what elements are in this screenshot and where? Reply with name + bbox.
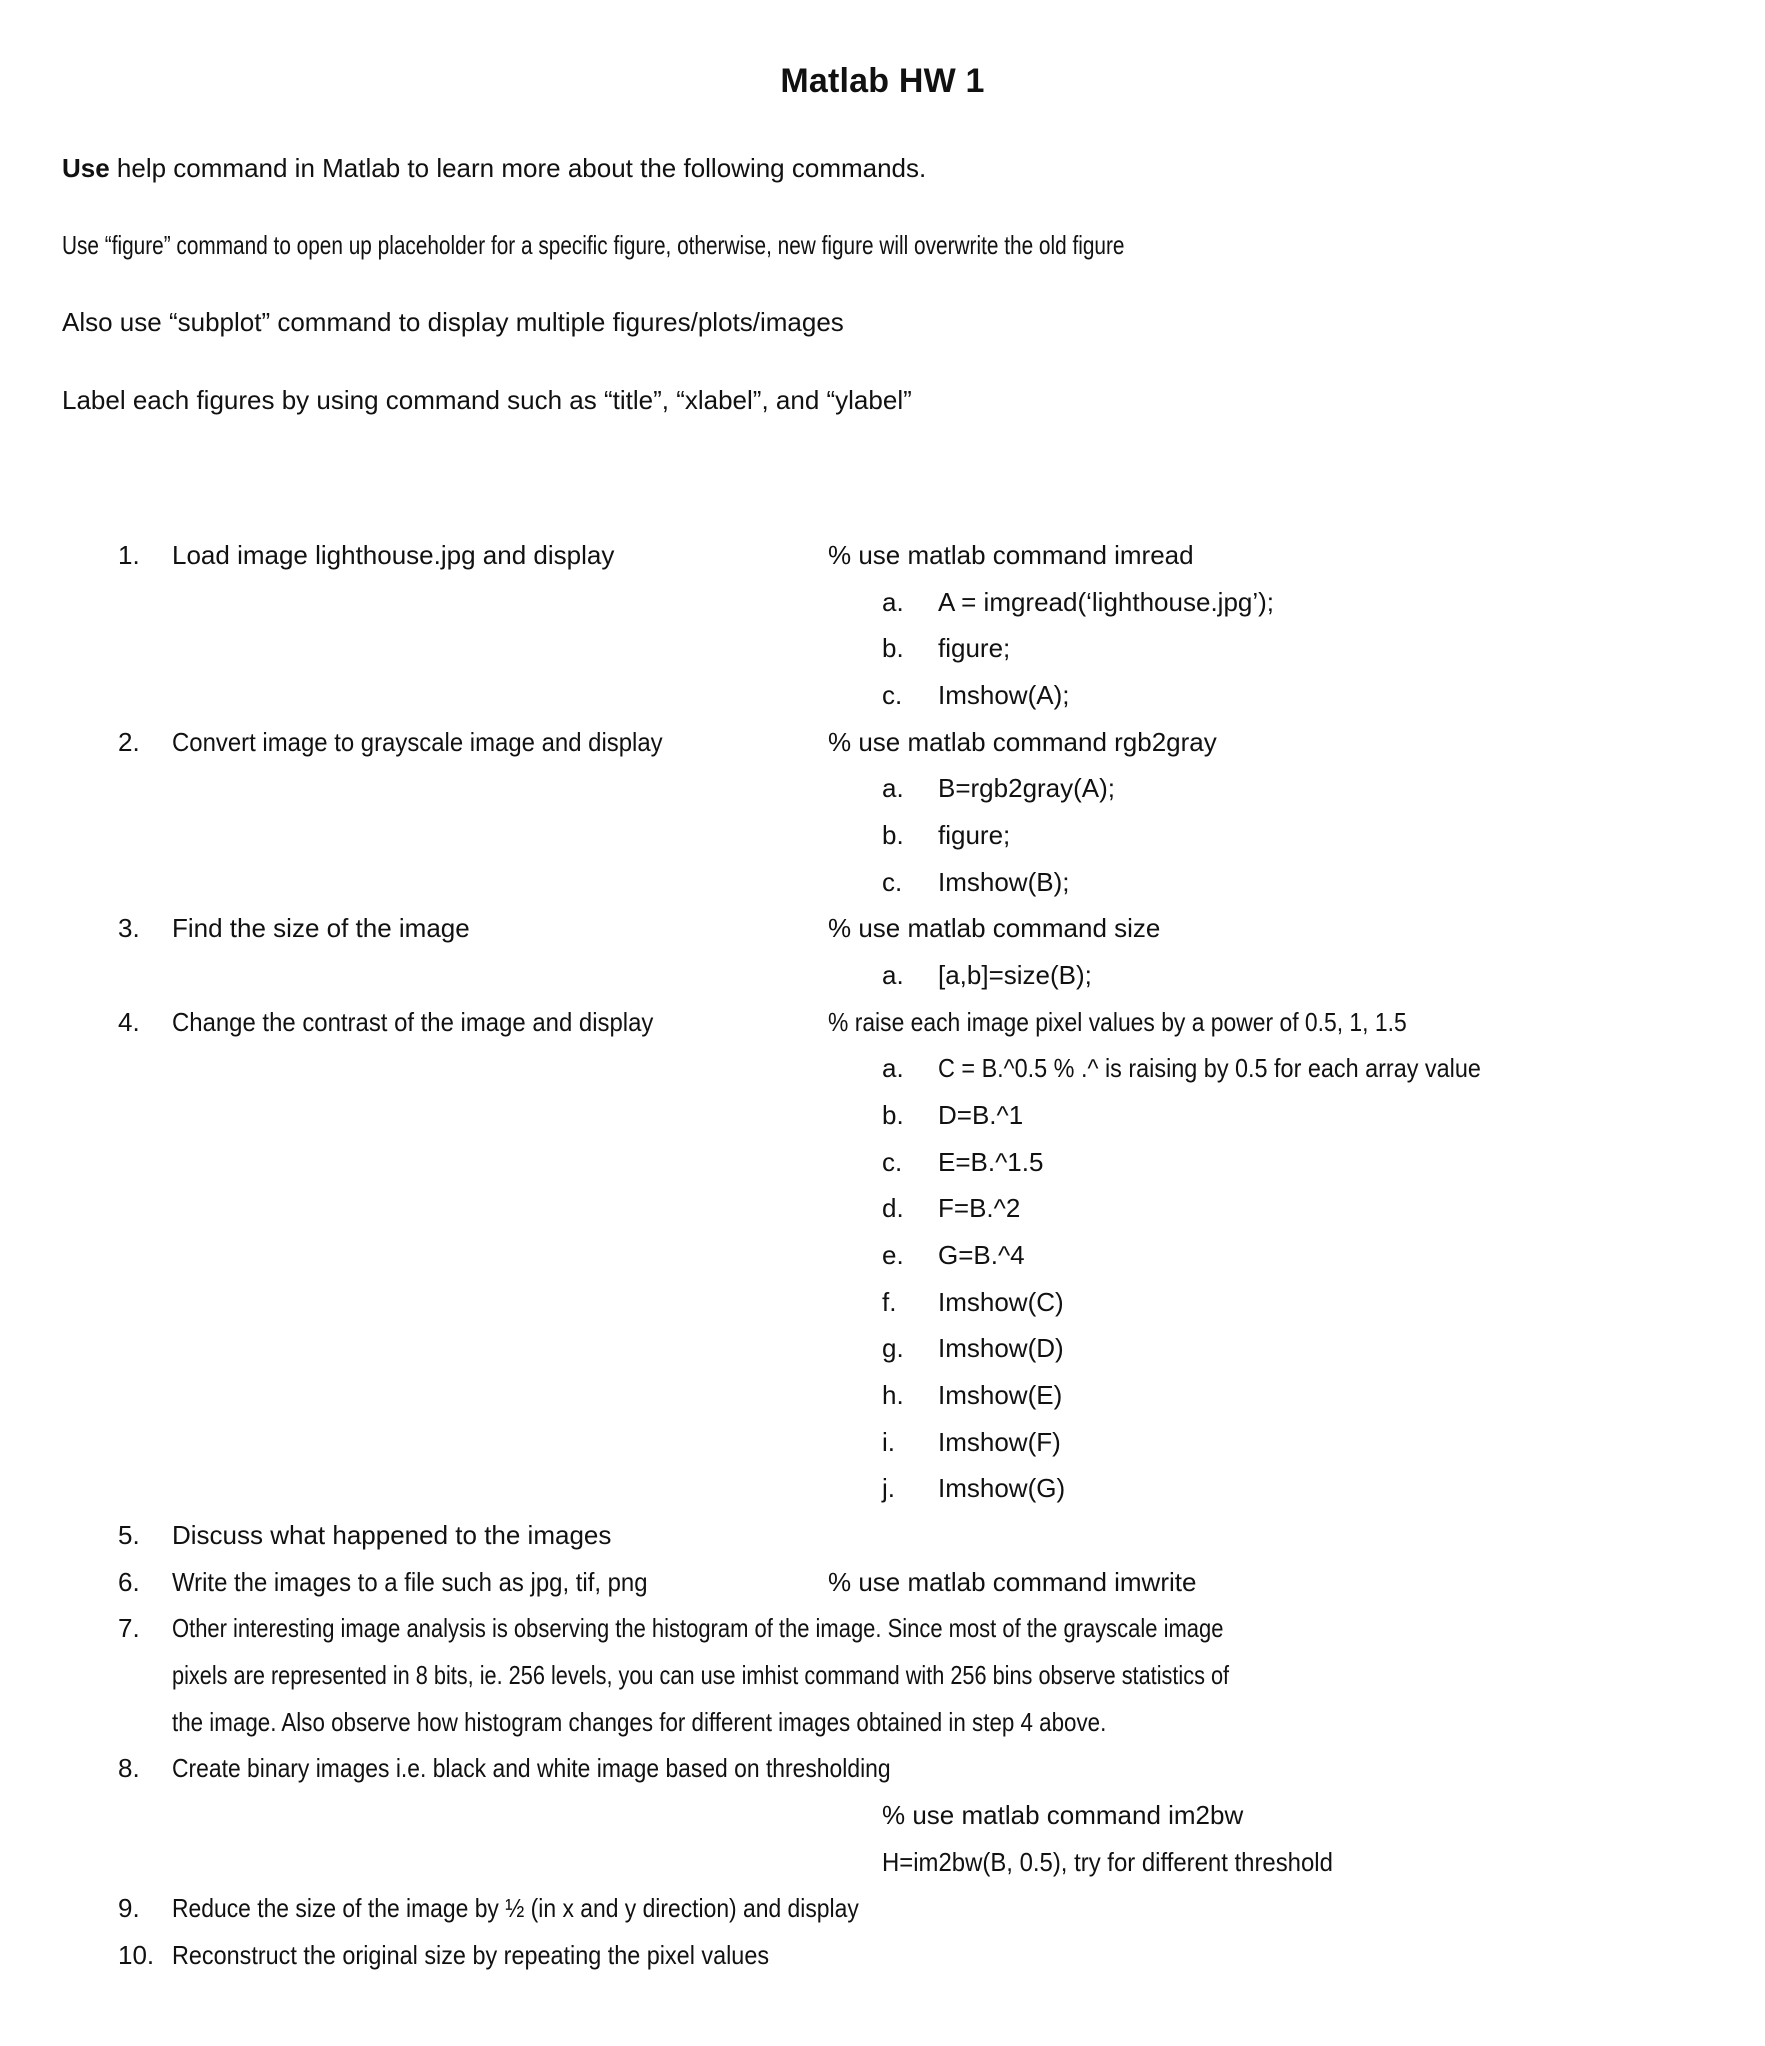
item-comment: % use matlab command imwrite — [828, 1567, 1197, 1597]
intro-text: Label each figures by using command such as “title”, “xlabel”, and “ylabel” — [62, 385, 912, 415]
sub-item-text: Imshow(F) — [938, 1427, 1061, 1457]
intro-paragraph-3 — [62, 304, 844, 340]
sub-item-text: E=B.^1.5 — [938, 1147, 1044, 1177]
item-number: 6. — [118, 1567, 140, 1597]
intro-text: Also use “subplot” command to display multiple figures/plots/images — [62, 307, 844, 337]
sub-item-text: A = imgread(‘lighthouse.jpg’); — [938, 587, 1275, 617]
sub-item-text: C = B.^0.5 % .^ is raising by 0.5 for each array value — [938, 1053, 1481, 1083]
item-number: 3. — [118, 913, 140, 943]
item-comment: % use matlab command rgb2gray — [828, 727, 1217, 757]
intro-paragraph-4 — [62, 382, 912, 418]
sub-item-text: G=B.^4 — [938, 1240, 1025, 1270]
sub-item-text: Imshow(G) — [938, 1473, 1066, 1503]
item-text-line-2: pixels are represented in 8 bits, ie. 256 levels, you can use imhist command with 256 bins observe statistics of — [172, 1660, 1230, 1690]
sub-item-letter: a. — [882, 960, 904, 990]
item-number: 7. — [118, 1613, 140, 1643]
sub-item-letter: a. — [882, 587, 904, 617]
item-text: Load image lighthouse.jpg and display — [172, 540, 615, 570]
intro-paragraph-2 — [62, 227, 1390, 263]
item-number: 9. — [118, 1893, 140, 1923]
sub-item-text: Imshow(D) — [938, 1333, 1064, 1363]
sub-item-letter: d. — [882, 1193, 904, 1223]
item-text: Write the images to a file such as jpg, tif, png — [172, 1567, 648, 1597]
sub-item-text: F=B.^2 — [938, 1193, 1021, 1223]
sub-item-text: figure; — [938, 820, 1011, 850]
sub-item-letter: a. — [882, 773, 904, 803]
item-text: Find the size of the image — [172, 913, 470, 943]
intro-text: help command in Matlab to learn more about the following commands. — [109, 153, 927, 183]
sub-item-letter: b. — [882, 633, 904, 663]
item-number: 2. — [118, 727, 140, 757]
sub-item-text: Imshow(C) — [938, 1287, 1064, 1317]
sub-item-text: figure; — [938, 633, 1011, 663]
item-text-line-1: Other interesting image analysis is observing the histogram of the image. Since most of the grayscale image — [172, 1613, 1224, 1643]
item-text: Create binary images i.e. black and white image based on thresholding — [172, 1753, 891, 1783]
sub-item-letter: c. — [882, 680, 903, 710]
item-text: Change the contrast of the image and display — [172, 1007, 654, 1037]
sub-item-letter: j. — [882, 1473, 895, 1503]
item-comment: % use matlab command im2bw — [882, 1800, 1244, 1830]
item-text: Reduce the size of the image by ½ (in x and y direction) and display — [172, 1893, 859, 1923]
sub-item-letter: i. — [882, 1427, 895, 1457]
item-text-line-3: the image. Also observe how histogram changes for different images obtained in step 4 above. — [172, 1707, 1107, 1737]
item-text: Discuss what happened to the images — [172, 1520, 612, 1550]
intro-paragraph-1 — [62, 150, 926, 186]
item-number: 1. — [118, 540, 140, 570]
sub-item-letter: c. — [882, 1147, 903, 1177]
page-title: Matlab HW 1 — [780, 62, 985, 100]
item-text: Reconstruct the original size by repeating the pixel values — [172, 1940, 770, 1970]
item-comment: % raise each image pixel values by a power of 0.5, 1, 1.5 — [828, 1007, 1407, 1037]
sub-item-letter: f. — [882, 1287, 897, 1317]
sub-item-letter: h. — [882, 1380, 904, 1410]
item-code: H=im2bw(B, 0.5), try for different threshold — [882, 1847, 1333, 1877]
sub-item-letter: g. — [882, 1333, 904, 1363]
item-number: 10. — [118, 1940, 155, 1970]
sub-item-text: B=rgb2gray(A); — [938, 773, 1116, 803]
item-comment: % use matlab command size — [828, 913, 1161, 943]
intro-bold-word: Use — [62, 153, 110, 183]
sub-item-letter: b. — [882, 1100, 904, 1130]
intro-text: Use “figure” command to open up placeholder for a specific figure, otherwise, new figure will overwrite the old figure — [62, 230, 1125, 260]
sub-item-text: Imshow(A); — [938, 680, 1070, 710]
sub-item-letter: a. — [882, 1053, 904, 1083]
item-number: 5. — [118, 1520, 140, 1550]
sub-item-text: Imshow(E) — [938, 1380, 1063, 1410]
item-comment: % use matlab command imread — [828, 540, 1194, 570]
item-text: Convert image to grayscale image and display — [172, 727, 663, 757]
item-number: 8. — [118, 1753, 140, 1783]
sub-item-text: [a,b]=size(B); — [938, 960, 1092, 990]
item-number: 4. — [118, 1007, 140, 1037]
sub-item-letter: e. — [882, 1240, 904, 1270]
sub-item-text: D=B.^1 — [938, 1100, 1024, 1130]
sub-item-letter: b. — [882, 820, 904, 850]
sub-item-text: Imshow(B); — [938, 867, 1070, 897]
sub-item-letter: c. — [882, 867, 903, 897]
